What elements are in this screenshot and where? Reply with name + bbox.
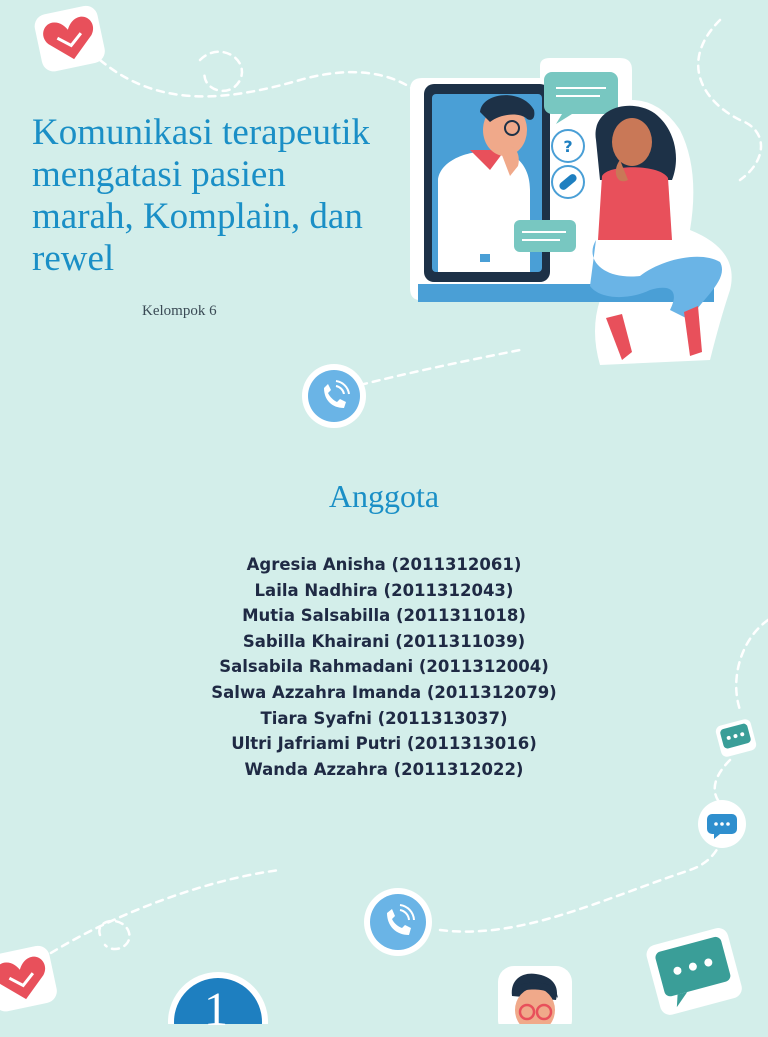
member-item: Mutia Salsabilla (2011311018) [242, 606, 526, 626]
member-item: Salsabila Rahmadani (2011312004) [219, 657, 549, 677]
member-item: Laila Nadhira (2011312043) [254, 580, 514, 600]
dashed-path [440, 810, 724, 932]
telemedicine-illustration [410, 58, 732, 365]
dashed-loop [200, 52, 242, 91]
members-list [0, 552, 768, 782]
page-number: 1 [204, 983, 228, 1036]
chat-bubbles-icon [698, 800, 746, 848]
phone-call-icon [302, 364, 366, 428]
slide-title: Komunikasi terapeutik mengatasi pasien marah, Komplain, dan rewel [32, 112, 371, 279]
member-item: Sabilla Khairani (2011311039) [242, 631, 526, 651]
members-heading: Anggota [328, 478, 440, 514]
member-item: Wanda Azzahra (2011312022) [244, 759, 524, 779]
phone-call-icon [364, 888, 432, 956]
man-avatar-illustration [498, 966, 572, 1024]
dashed-path [360, 350, 520, 385]
member-item: Ultri Jafriami Putri (2011313016) [231, 734, 537, 754]
chat-message-icon [644, 926, 744, 1017]
dashed-path [100, 60, 440, 120]
member-item: Salwa Azzahra Imanda (2011312079) [211, 682, 557, 702]
slide-subtitle: Kelompok 6 [142, 303, 217, 319]
dashed-path [698, 20, 761, 180]
dashed-path [40, 870, 280, 960]
member-item: Tiara Syafni (2011313037) [260, 708, 508, 728]
heart-mail-icon [32, 4, 107, 74]
member-item: Agresia Anisha (2011312061) [246, 555, 522, 574]
svg-text:?: ? [563, 137, 573, 156]
heart-mail-icon [0, 944, 59, 1014]
